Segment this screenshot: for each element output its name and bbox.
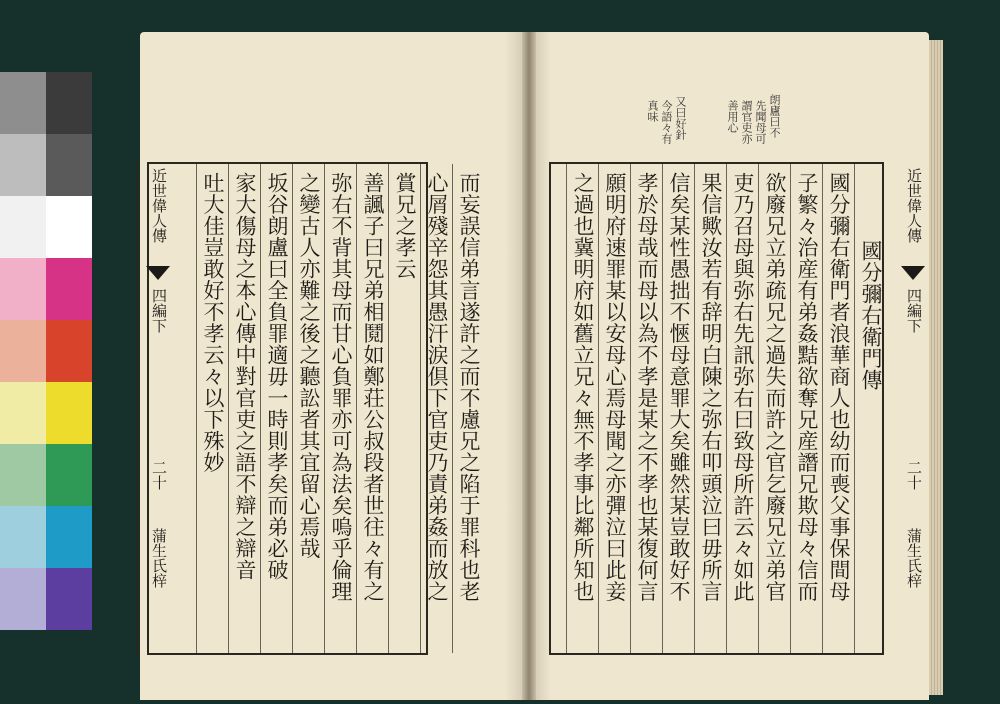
column-rule <box>420 164 421 653</box>
calibration-swatch <box>0 444 46 506</box>
calibration-swatch <box>0 506 46 568</box>
calibration-swatch <box>46 196 92 258</box>
column-rule <box>324 164 325 653</box>
left-column-6: 之變古人亦難之後之聽訟者其宜留心焉哉 <box>297 172 321 559</box>
calibration-swatch <box>46 568 92 630</box>
left-column-4: 善諷子曰兄弟相鬩如鄭荘公叔段者世往々有之 <box>361 172 385 602</box>
column-rule <box>356 164 357 653</box>
calibration-swatch <box>46 134 92 196</box>
left-column-5: 弥右不背其母而甘心負罪亦可為法矣嗚乎倫理 <box>329 172 353 602</box>
left-column-7: 坂谷朗盧曰全負罪適毋一時則孝矣而弟必破 <box>265 172 289 581</box>
right-column-7: 孝於母哉而母以為不孝是某之不孝也某復何言 <box>635 172 659 602</box>
column-rule <box>854 164 855 653</box>
column-rule <box>196 164 197 653</box>
calibration-swatch <box>46 258 92 320</box>
column-rule <box>758 164 759 653</box>
calibration-swatch <box>0 382 46 444</box>
calibration-swatch <box>0 134 46 196</box>
column-rule <box>260 164 261 653</box>
left-column-9: 吐大佳豈敢好不孝云々以下殊妙 <box>201 172 225 473</box>
biography-title: 國分彌右衛門傳 <box>859 240 883 391</box>
margin-note: 今語々有 <box>660 100 673 144</box>
right-column-4: 吏乃召母與弥右先訊弥右曰致母所許云々如此 <box>731 172 755 602</box>
hanshin-title: 近世偉人傳 <box>150 168 168 243</box>
margin-note: 謂官吏亦 <box>740 100 753 144</box>
right-column-6: 信矣某性愚拙不愜母意罪大矣雖然某豈敢好不 <box>667 172 691 602</box>
column-rule <box>630 164 631 653</box>
left-column-2: 心屑殘辛怨其愚汗涙倶下官吏乃責弟姦而放之 <box>425 172 449 602</box>
hanshin-publisher: 蒲生氏梓 <box>150 528 168 588</box>
right-column-2: 子繁々治産有弟姦黠欲奪兄産譖兄欺母々信而 <box>795 172 819 602</box>
right-column-9: 之過也冀明府如舊立兄々無不孝事比鄰所知也 <box>571 172 595 602</box>
column-rule <box>598 164 599 653</box>
column-rule <box>388 164 389 653</box>
calibration-swatch <box>0 72 46 134</box>
calibration-swatch <box>0 196 46 258</box>
right-hanshin-volume: 四編下 <box>905 288 923 333</box>
column-rule <box>566 164 567 653</box>
left-column-3: 賞兄之孝云 <box>393 172 417 280</box>
calibration-swatch <box>46 506 92 568</box>
left-column-8: 家大傷母之本心傳中對官吏之語不辯之辯音 <box>233 172 257 581</box>
margin-note: 善用心 <box>726 100 739 133</box>
calibration-swatch <box>46 320 92 382</box>
column-rule <box>726 164 727 653</box>
calibration-swatch <box>46 382 92 444</box>
column-rule <box>228 164 229 653</box>
color-calibration-chart <box>0 72 92 632</box>
column-rule <box>452 164 453 653</box>
column-rule <box>292 164 293 653</box>
right-column-3: 欲廢兄立弟疏兄之過失而許之官乞廢兄立弟官 <box>763 172 787 602</box>
page-edges <box>929 40 943 695</box>
calibration-swatch <box>46 444 92 506</box>
column-rule <box>822 164 823 653</box>
calibration-swatch <box>0 258 46 320</box>
hanshin-volume: 四編下 <box>150 288 168 333</box>
calibration-swatch <box>46 72 92 134</box>
right-column-8: 願明府速罪某以安母心焉母聞之亦彈泣曰此妾 <box>603 172 627 602</box>
right-column-5: 果信歟汝若有辞明白陳之弥右叩頭泣曰毋所言 <box>699 172 723 602</box>
column-rule <box>790 164 791 653</box>
right-hanshin-publisher: 蒲生氏梓 <box>905 528 923 588</box>
right-hanshin-page: 二十 <box>905 460 923 490</box>
margin-note: 又曰好針 <box>674 96 687 140</box>
hanshin-page: 二十 <box>150 460 168 490</box>
column-rule <box>694 164 695 653</box>
calibration-swatch <box>0 320 46 382</box>
book-spine <box>522 32 536 700</box>
margin-note: 真味 <box>646 100 659 122</box>
calibration-swatch <box>0 568 46 630</box>
left-column-1: 而妄誤信弟言遂許之而不慮兄之陷于罪科也老 <box>457 172 481 602</box>
margin-note: 先聞母可 <box>754 100 767 144</box>
column-rule <box>662 164 663 653</box>
right-hanshin-title: 近世偉人傳 <box>905 168 923 243</box>
margin-note: 朗廬曰不 <box>768 94 781 138</box>
right-column-1: 國分彌右衛門者浪華商人也幼而喪父事保間母 <box>827 172 851 602</box>
